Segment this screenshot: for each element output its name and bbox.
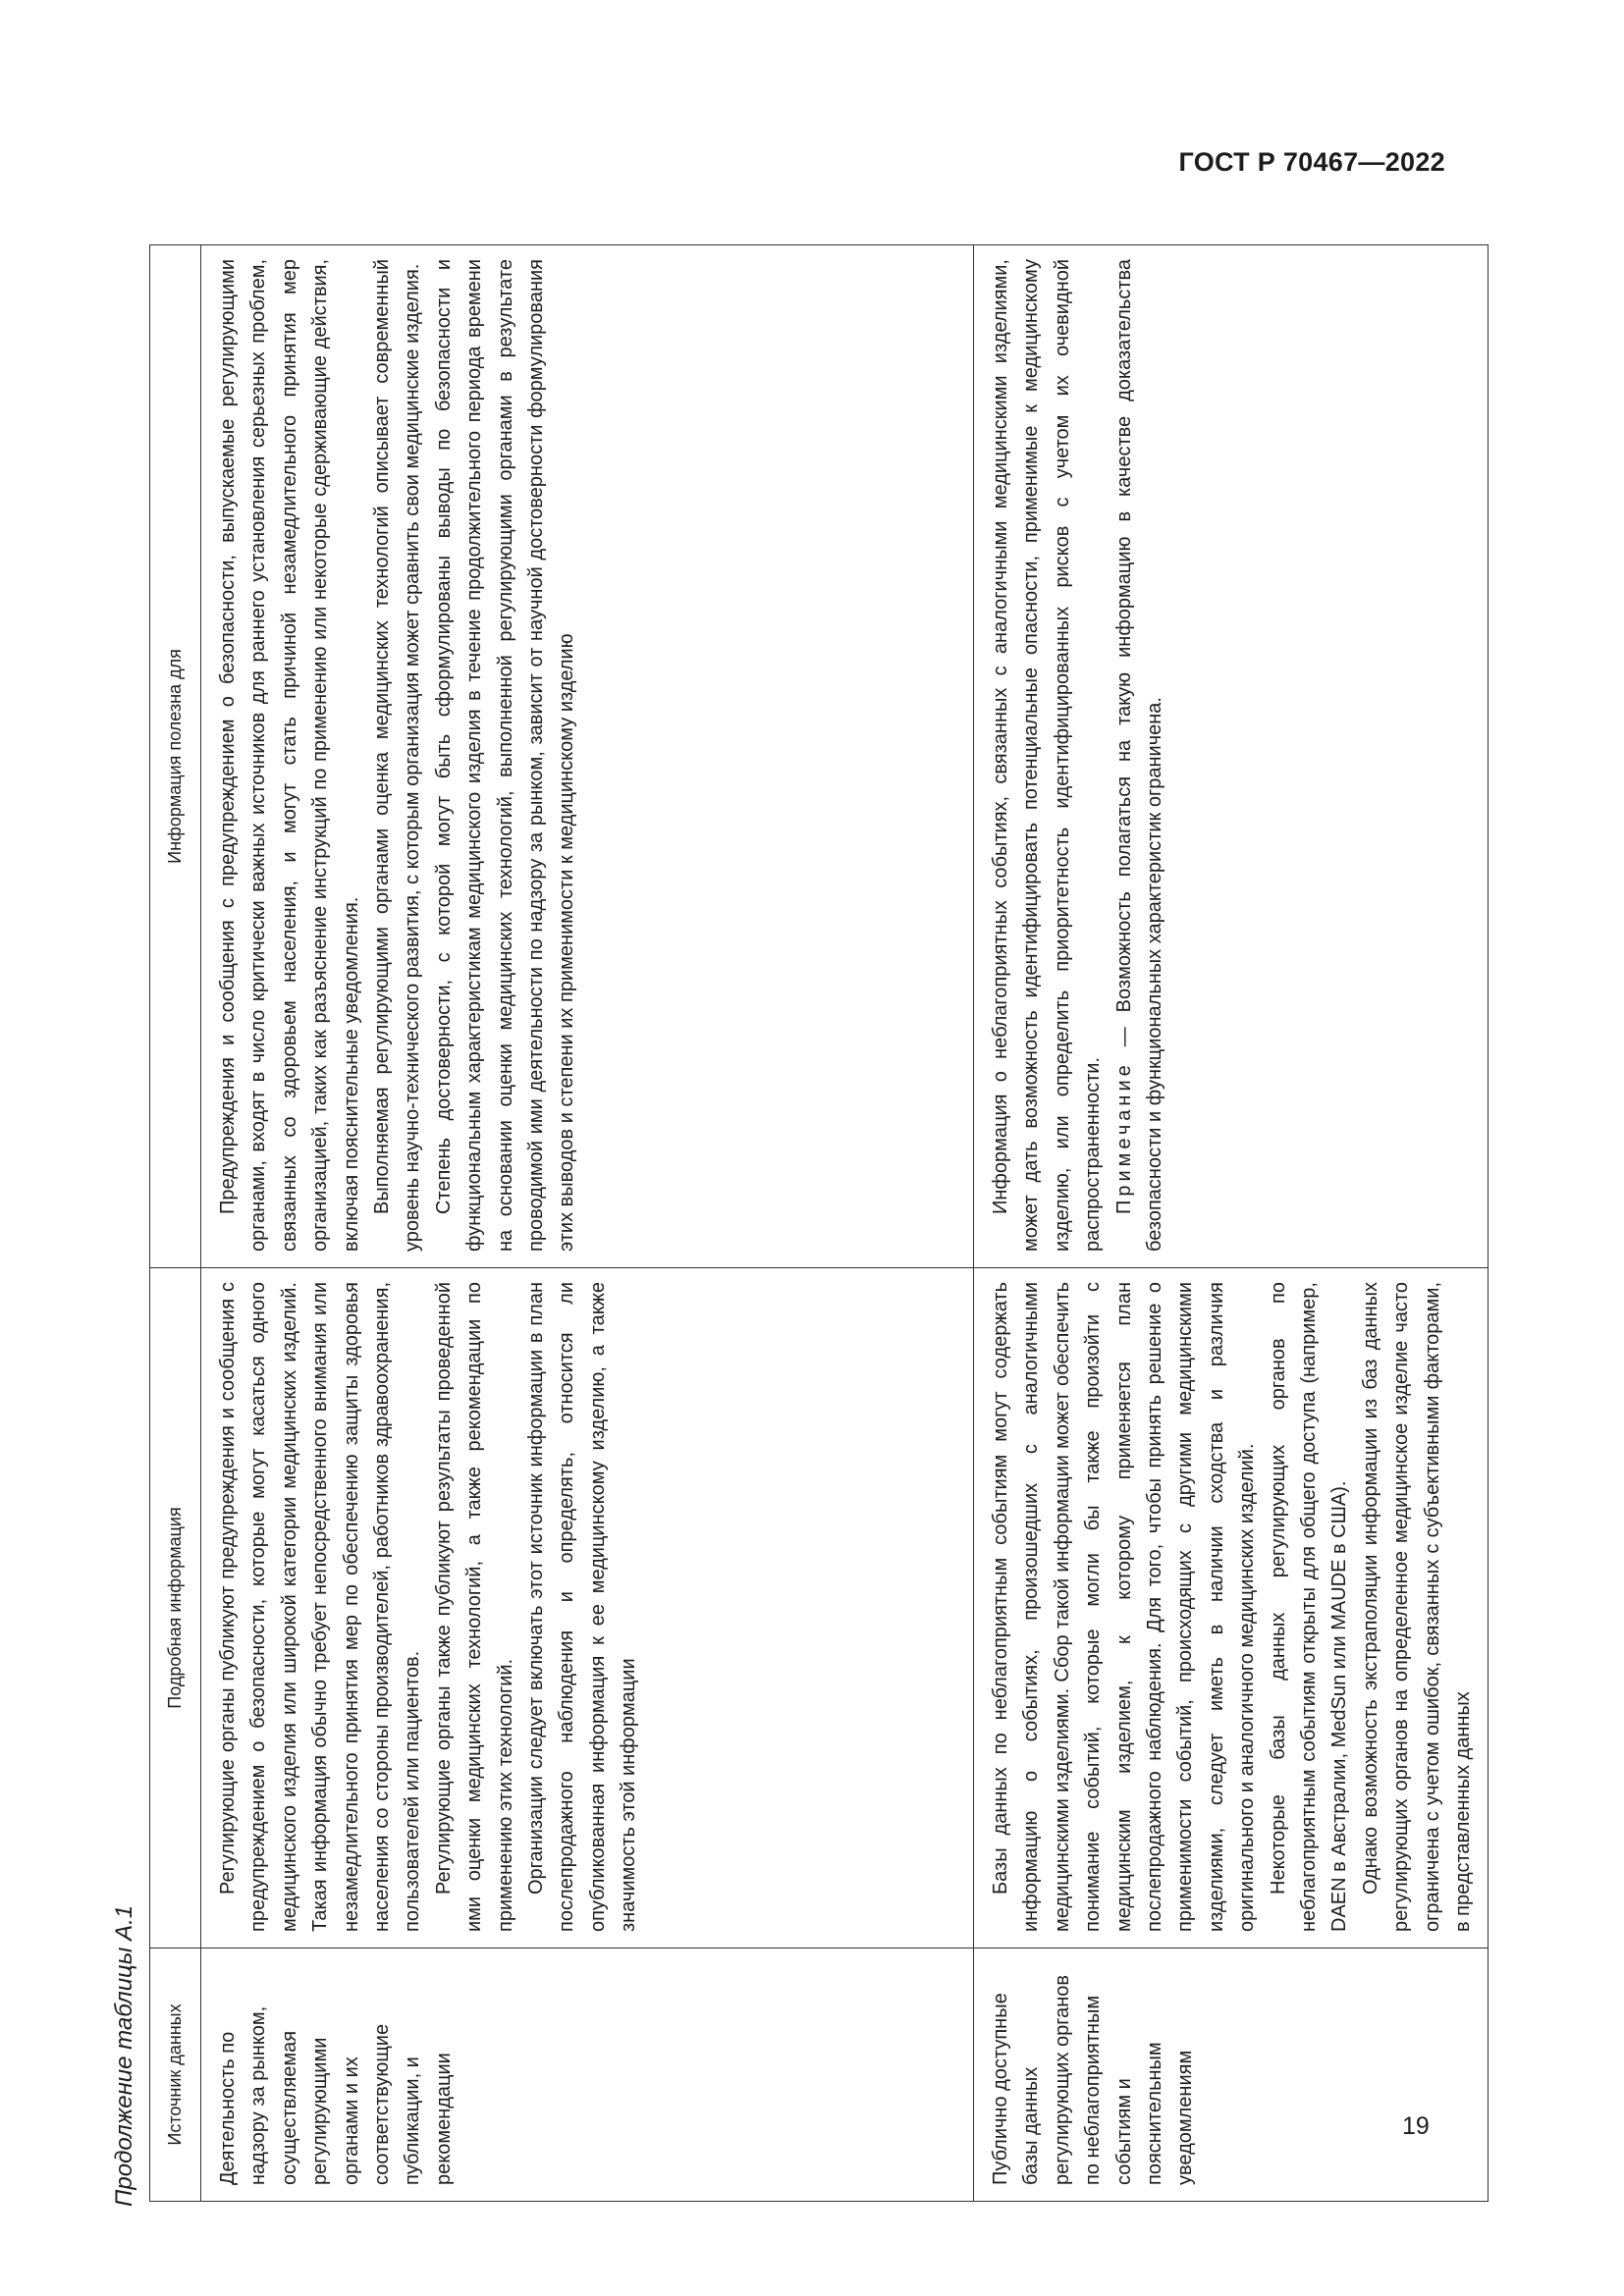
source-cell: Деятельность по надзору за рынком, осуществляемая регулирующими органами и их соответствующие публикации, и рекомендации xyxy=(201,1949,974,2202)
details-paragraph: Базы данных по неблагоприятным событиям могут содержать информацию о событиях, произошедших с аналогичными медицинскими изделиями. Сбор такой информации может обеспечить понимание событий, которые могли бы также произойти с медицинским изделием, к которому применяется план послепродажного наблюдения. Для того, чтобы принять решение о применимости событий, происходящих с другими медицинскими изделиями, следует иметь в наличии сходства и различия оригинального и аналогичного медицинских изделий. xyxy=(990,1282,1259,1932)
table-row xyxy=(974,245,1489,2202)
rotated-content xyxy=(110,243,1475,2207)
details-paragraph: Регулирующие органы публикуют предупреждения и сообщения с предупреждением о безопасности, которые могут касаться одного медицинского изделия или широкой категории медицинских изделий. Такая информация обычно требует непосредственного внимания или незамедлительного принятия мер по обеспечению защиты здоровья населения со стороны производителей, работников здравоохранения, пользователей или пациентов. xyxy=(217,1282,424,1932)
details-paragraph: Регулирующие органы также публикуют результаты проведенной ими оценки медицинских технологий, а также рекомендации по применению этих технологий. xyxy=(432,1282,516,1932)
useful-paragraph: Информация о неблагоприятных событиях, связанных с аналогичными медицинскими изделиями, может дать возможность идентифицировать потенциальные опасности, применимые к медицинскому изделию, или определить приоритетность идентифицированных рисков с учетом их очевидной распространенности. xyxy=(990,259,1105,1252)
useful-paragraph: Степень достоверности, с которой могут быть сформулированы выводы по безопасности и функциональным характеристикам медицинского изделия в течение продолжительного периода времени на основании оценки медицинских технологий, выполненной регулирующими органами в результате проводимой ими деятельности по надзору за рынком, зависит от научной достоверности формулирования этих выводов и степени их применимости к медицинскому изделию xyxy=(432,259,578,1252)
standard-designation: ГОСТ Р 70467—2022 xyxy=(1178,147,1445,177)
details-paragraph: Организации следует включать этот источник информации в план послепродажного наблюдения и определять, относится ли опубликованная информация к ее медицинскому изделию, а также значимость этой информации xyxy=(525,1282,640,1932)
table-row xyxy=(201,245,974,2202)
note-label: Примечание xyxy=(1112,1061,1135,1214)
table-caption: Продолжение таблицы А.1 xyxy=(111,1904,137,2207)
column-header-details: Подробная информация xyxy=(150,1268,201,1949)
source-cell: Публично доступные базы данных регулирующих органов по неблагоприятным событиям и пояснительным уведомлениям xyxy=(974,1949,1489,2202)
details-paragraph: Однако возможность экстраполяции информации из баз данных регулирующих органов на определенное медицинское изделие часто ограничена с учетом ошибок, связанных с субъективными факторами, в представленных данных xyxy=(1359,1282,1475,1932)
useful-cell xyxy=(201,245,974,1268)
useful-cell xyxy=(974,245,1489,1268)
details-cell xyxy=(201,1268,974,1949)
column-header-source: Источник данных xyxy=(150,1949,201,2202)
column-header-useful: Информация полезна для xyxy=(150,245,201,1268)
page-number: 19 xyxy=(1402,2112,1430,2140)
note-paragraph xyxy=(1110,259,1171,1252)
table-header-row xyxy=(150,245,201,2202)
data-sources-table xyxy=(149,244,1489,2202)
details-paragraph: Некоторые базы данных регулирующих органов по неблагоприятным событиям открыты для общего доступа (например, DAEN в Австралии, MedSun или MAUDE в США). xyxy=(1267,1282,1351,1932)
useful-paragraph: Выполняемая регулирующими органами оценка медицинских технологий описывает современный уровень научно-технического развития, с которым организация может сравнить свои медицинские изделия. xyxy=(371,259,424,1252)
details-cell xyxy=(974,1268,1489,1949)
useful-paragraph: Предупреждения и сообщения с предупреждением о безопасности, выпускаемые регулирующими органами, входят в число критически важных источников для раннего установления серьезных проблем, связанных со здоровьем населения, и могут стать причиной незамедлительного принятия мер организацией, таких как разъяснение инструкций по применению или некоторые сдерживающие действия, включая пояснительные уведомления. xyxy=(217,259,362,1252)
note-text: — Возможность полагаться на такую информацию в качестве доказательства безопасности и функциональных характеристик ограничена. xyxy=(1112,259,1166,1252)
